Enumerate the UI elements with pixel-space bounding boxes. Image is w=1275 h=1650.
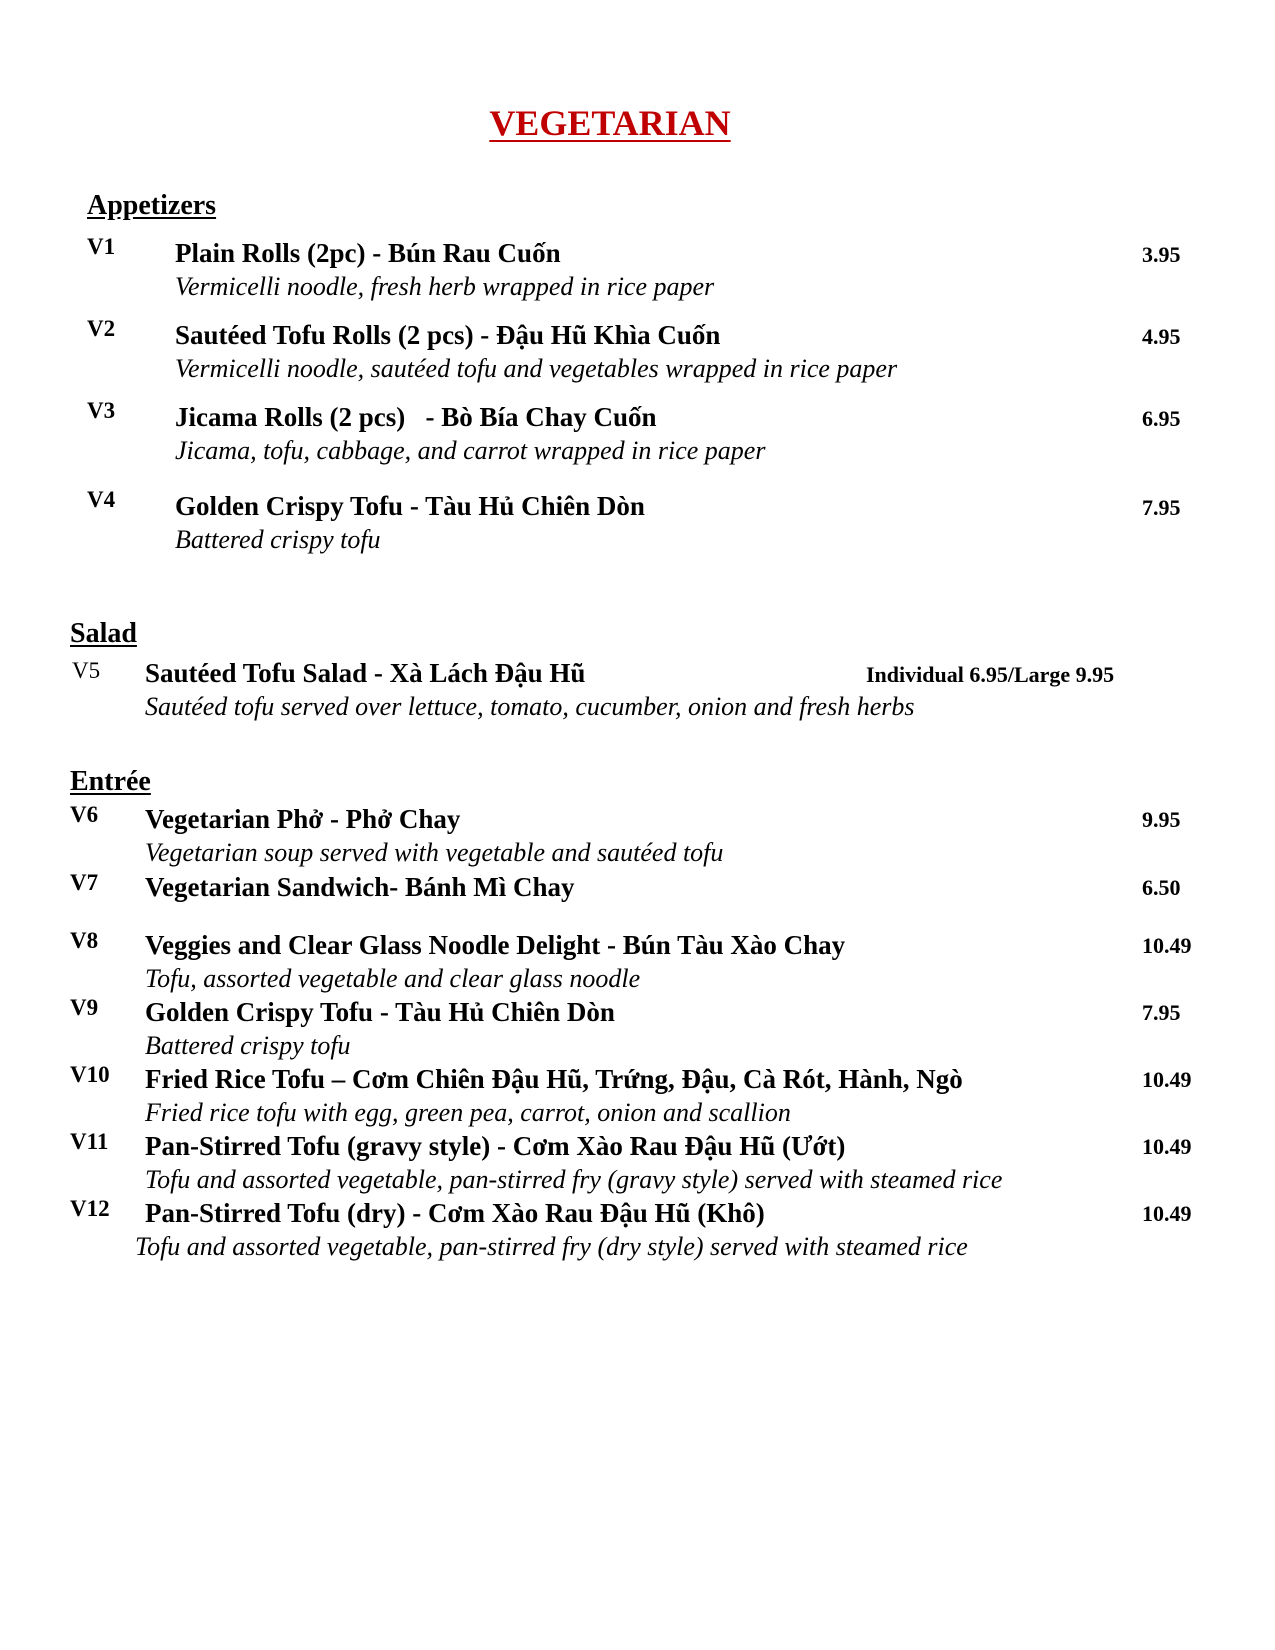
item-description: Tofu and assorted vegetable, pan-stirred fry (gravy style) served with steamed rice: [145, 1165, 1003, 1194]
item-name: Sautéed Tofu Salad - Xà Lách Đậu Hũ: [145, 658, 586, 688]
item-price: 6.95: [1142, 406, 1181, 431]
item-price: 10.49: [1142, 933, 1192, 958]
item-name: Vegetarian Phở - Phở Chay: [145, 804, 461, 834]
item-description: Sautéed tofu served over lettuce, tomato, cucumber, onion and fresh herbs: [145, 692, 915, 721]
item-code: V1: [87, 234, 116, 259]
item-price: 10.49: [1142, 1067, 1192, 1092]
item-price: 4.95: [1142, 324, 1181, 349]
item-name: Pan-Stirred Tofu (dry) - Cơm Xào Rau Đậu Hũ (Khô): [145, 1198, 765, 1228]
item-price: Individual 6.95/Large 9.95: [866, 662, 1115, 687]
item-code: V3: [87, 398, 116, 423]
item-price: 10.49: [1142, 1201, 1192, 1226]
item-name: Vegetarian Sandwich- Bánh Mì Chay: [145, 872, 575, 902]
section-heading-salad: Salad: [70, 618, 137, 649]
item-description: Tofu and assorted vegetable, pan-stirred fry (dry style) served with steamed rice: [135, 1232, 968, 1261]
item-description: Vermicelli noodle, fresh herb wrapped in rice paper: [175, 272, 715, 301]
item-description: Jicama, tofu, cabbage, and carrot wrapped in rice paper: [175, 436, 766, 465]
item-name: Golden Crispy Tofu - Tàu Hủ Chiên Dòn: [175, 491, 645, 521]
item-price: 6.50: [1142, 875, 1181, 900]
item-name: Pan-Stirred Tofu (gravy style) - Cơm Xào Rau Đậu Hũ (Ướt): [145, 1131, 846, 1161]
item-description: Vegetarian soup served with vegetable and sautéed tofu: [145, 838, 724, 867]
item-name: Fried Rice Tofu – Cơm Chiên Đậu Hũ, Trứng, Đậu, Cà Rót, Hành, Ngò: [145, 1064, 963, 1094]
item-code: V4: [87, 487, 116, 512]
item-name: Plain Rolls (2pc) - Bún Rau Cuốn: [175, 238, 561, 268]
item-code: V5: [72, 658, 101, 683]
item-code: V9: [70, 995, 99, 1020]
item-name: Golden Crispy Tofu - Tàu Hủ Chiên Dòn: [145, 997, 615, 1027]
item-price: 3.95: [1142, 242, 1181, 267]
item-price: 10.49: [1142, 1134, 1192, 1159]
item-code: V11: [70, 1129, 109, 1154]
item-code: V7: [70, 870, 99, 895]
item-code: V12: [70, 1196, 110, 1221]
item-description: Fried rice tofu with egg, green pea, carrot, onion and scallion: [145, 1098, 791, 1127]
item-code: V6: [70, 802, 99, 827]
section-heading-entree: Entrée: [70, 766, 151, 797]
item-description: Battered crispy tofu: [145, 1031, 351, 1060]
item-code: V10: [70, 1062, 110, 1087]
item-name: Sautéed Tofu Rolls (2 pcs) - Đậu Hũ Khìa Cuốn: [175, 320, 721, 350]
item-name: Veggies and Clear Glass Noodle Delight - Bún Tàu Xào Chay: [145, 930, 846, 960]
item-price: 7.95: [1142, 495, 1181, 520]
item-code: V2: [87, 316, 116, 341]
item-description: Battered crispy tofu: [175, 525, 381, 554]
page-title: VEGETARIAN: [489, 103, 731, 143]
item-price: 7.95: [1142, 1000, 1181, 1025]
item-description: Vermicelli noodle, sautéed tofu and vegetables wrapped in rice paper: [175, 354, 898, 383]
item-description: Tofu, assorted vegetable and clear glass noodle: [145, 964, 641, 993]
item-price: 9.95: [1142, 807, 1181, 832]
section-heading-appetizers: Appetizers: [87, 190, 217, 221]
item-code: V8: [70, 928, 99, 953]
item-name: Jicama Rolls (2 pcs) - Bò Bía Chay Cuốn: [175, 402, 657, 432]
